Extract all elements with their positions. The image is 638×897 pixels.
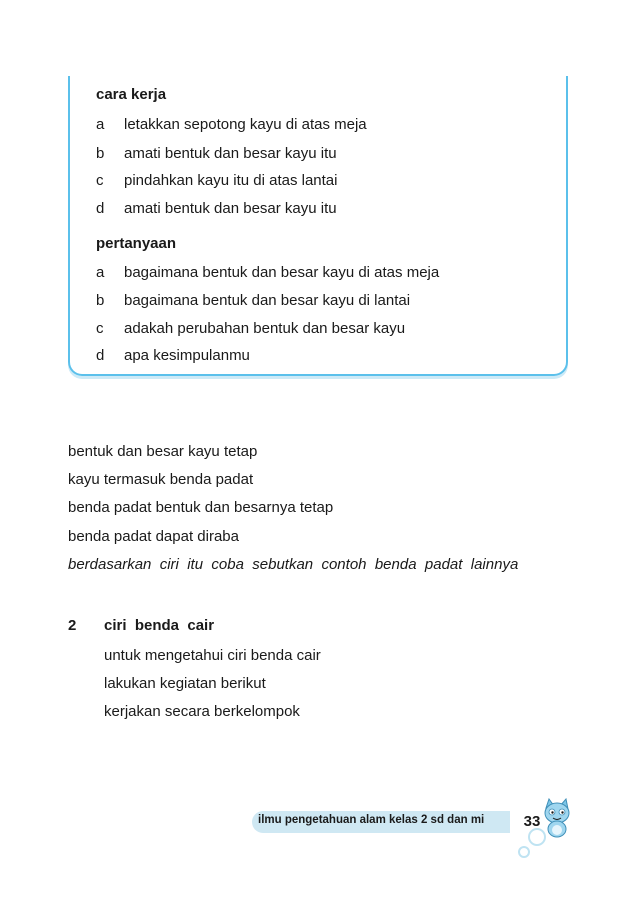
item-letter: d: [96, 200, 105, 217]
item-text: letakkan sepotong kayu di atas meja: [124, 116, 367, 133]
pertanyaan-heading: pertanyaan: [96, 235, 177, 252]
cat-mascot-icon: [540, 798, 574, 838]
italic-instruction: berdasarkan ciri itu coba sebutkan contoh benda padat lainnya: [68, 556, 519, 573]
cara-kerja-heading: cara kerja: [96, 86, 167, 103]
item-letter: a: [96, 264, 105, 281]
item-letter: d: [96, 347, 105, 364]
footer-title: ilmu pengetahuan alam kelas 2 sd dan mi: [258, 814, 485, 826]
page-number: 33: [523, 813, 541, 830]
item-text: bagaimana bentuk dan besar kayu di atas meja: [124, 264, 440, 281]
section-line: kerjakan secara berkelompok: [104, 703, 300, 720]
item-letter: b: [96, 292, 105, 309]
item-text: adakah perubahan bentuk dan besar kayu: [124, 320, 406, 337]
item-text: amati bentuk dan besar kayu itu: [124, 145, 337, 162]
section-line: untuk mengetahui ciri benda cair: [104, 647, 321, 664]
body-line: benda padat dapat diraba: [68, 528, 239, 545]
item-letter: a: [96, 116, 105, 133]
item-text: pindahkan kayu itu di atas lantai: [124, 172, 338, 189]
section-number: 2: [68, 617, 77, 634]
bubble-decoration: [518, 846, 530, 858]
body-line: bentuk dan besar kayu tetap: [68, 443, 258, 460]
item-text: amati bentuk dan besar kayu itu: [124, 200, 337, 217]
item-letter: b: [96, 145, 105, 162]
item-text: apa kesimpulanmu: [124, 347, 250, 364]
section-heading: ciri benda cair: [104, 617, 215, 634]
body-line: benda padat bentuk dan besarnya tetap: [68, 499, 334, 516]
body-line: kayu termasuk benda padat: [68, 471, 254, 488]
item-letter: c: [96, 320, 104, 337]
section-line: lakukan kegiatan berikut: [104, 675, 266, 692]
item-letter: c: [96, 172, 104, 189]
item-text: bagaimana bentuk dan besar kayu di lantai: [124, 292, 411, 309]
